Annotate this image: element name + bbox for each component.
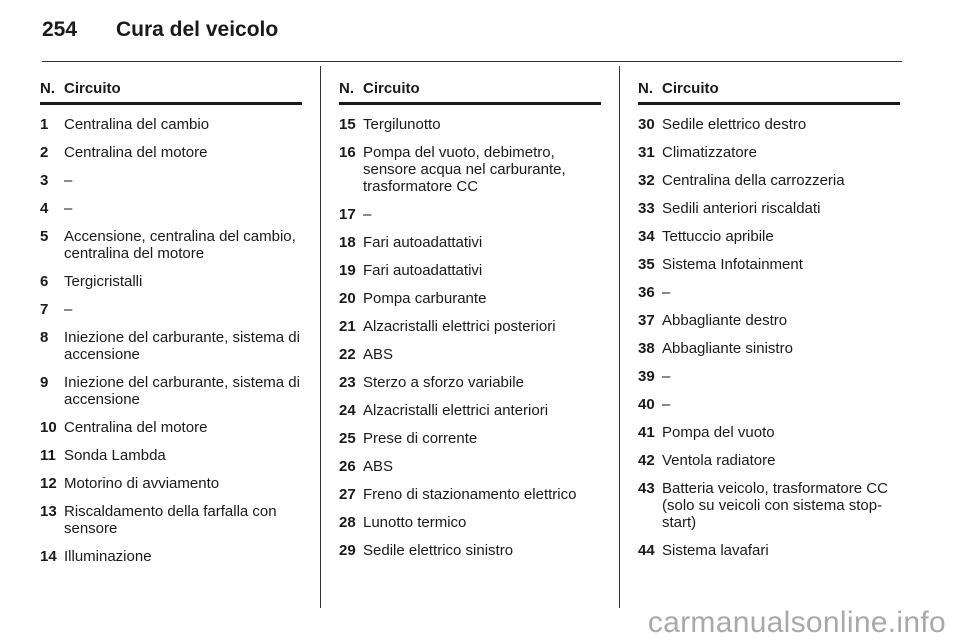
- table-row: [638, 256, 900, 273]
- table-row: [638, 368, 900, 385]
- table-row: [638, 452, 900, 469]
- table-row: [40, 374, 302, 408]
- header-divider: [42, 61, 902, 62]
- table-row: [40, 475, 302, 492]
- fuse-circuit: ABS: [363, 458, 394, 475]
- table-row: [638, 284, 900, 301]
- fuse-circuit: Sterzo a sforzo variabile: [363, 374, 524, 391]
- fuse-circuit: –: [64, 200, 73, 217]
- table-header: [40, 80, 302, 105]
- fuse-circuit: Sistema lavafari: [662, 542, 769, 559]
- fuse-number: 17: [339, 206, 356, 223]
- table-row: [40, 144, 302, 161]
- fuse-number: 5: [40, 228, 49, 245]
- table-row: [638, 542, 900, 559]
- fuse-number: 9: [40, 374, 49, 391]
- fuse-number: 25: [339, 430, 356, 447]
- fuse-table-column-3: [638, 80, 900, 559]
- fuse-number: 30: [638, 116, 655, 133]
- table-row: [339, 290, 601, 307]
- fuse-circuit: Freno di stazionamento elettrico: [363, 486, 577, 503]
- fuse-circuit: Alzacristalli elettrici anteriori: [363, 402, 549, 419]
- fuse-number: 21: [339, 318, 356, 335]
- fuse-circuit: Sistema Infotainment: [662, 256, 803, 273]
- fuse-number: 13: [40, 503, 57, 520]
- fuse-circuit: Illuminazione: [64, 548, 152, 565]
- fuse-circuit: –: [64, 172, 73, 189]
- fuse-circuit: Motorino di avviamento: [64, 475, 220, 492]
- fuse-number: 3: [40, 172, 49, 189]
- table-row: [339, 144, 601, 195]
- fuse-circuit: Iniezione del carburante, sistema di accensione: [64, 374, 300, 408]
- fuse-circuit: Sedile elettrico destro: [662, 116, 807, 133]
- fuse-number: 37: [638, 312, 655, 329]
- table-row: [638, 200, 900, 217]
- fuse-number: 40: [638, 396, 655, 413]
- fuse-circuit: –: [64, 301, 73, 318]
- fuse-number: 14: [40, 548, 57, 565]
- table-row: [339, 346, 601, 363]
- table-row: [339, 206, 601, 223]
- fuse-circuit: Pompa del vuoto: [662, 424, 775, 441]
- fuse-circuit: Centralina della carrozzeria: [662, 172, 845, 189]
- fuse-circuit: –: [662, 396, 671, 413]
- table-row: [40, 503, 302, 537]
- fuse-number: 31: [638, 144, 655, 161]
- fuse-circuit: Pompa carburante: [363, 290, 487, 307]
- table-row: [40, 329, 302, 363]
- fuse-table-column-1: [40, 80, 302, 565]
- table-row: [339, 116, 601, 133]
- fuse-number: 10: [40, 419, 57, 436]
- table-row: [638, 172, 900, 189]
- fuse-circuit: –: [662, 368, 671, 385]
- fuse-number: 12: [40, 475, 57, 492]
- fuse-circuit: –: [662, 284, 671, 301]
- fuse-number: 27: [339, 486, 356, 503]
- fuse-number: 8: [40, 329, 49, 346]
- fuse-circuit: Sonda Lambda: [64, 447, 166, 464]
- fuse-circuit: Centralina del cambio: [64, 116, 210, 133]
- table-row: [638, 396, 900, 413]
- table-row: [40, 172, 302, 189]
- table-row: [339, 458, 601, 475]
- fuse-circuit: Abbagliante sinistro: [662, 340, 793, 357]
- page-title: Cura del veicolo: [116, 18, 279, 41]
- fuse-number: 22: [339, 346, 356, 363]
- header-circuit: Circuito: [662, 80, 719, 97]
- fuse-circuit: Batteria veicolo, trasformatore CC (solo su veicoli con sistema stop-start): [662, 480, 888, 531]
- fuse-number: 26: [339, 458, 356, 475]
- fuse-circuit: Sedili anteriori riscaldati: [662, 200, 821, 217]
- fuse-number: 35: [638, 256, 655, 273]
- table-row: [638, 116, 900, 133]
- table-row: [638, 424, 900, 441]
- fuse-number: 16: [339, 144, 356, 161]
- table-row: [40, 301, 302, 318]
- header-circuit: Circuito: [64, 80, 121, 97]
- header-number: N.: [40, 80, 55, 97]
- fuse-number: 1: [40, 116, 49, 133]
- fuse-circuit: Tergilunotto: [363, 116, 441, 133]
- table-row: [40, 548, 302, 565]
- fuse-number: 39: [638, 368, 655, 385]
- fuse-number: 18: [339, 234, 356, 251]
- table-row: [339, 262, 601, 279]
- table-row: [40, 228, 302, 262]
- table-row: [638, 144, 900, 161]
- fuse-number: 6: [40, 273, 49, 290]
- fuse-number: 42: [638, 452, 655, 469]
- header-number: N.: [638, 80, 653, 97]
- fuse-circuit: Alzacristalli elettrici posteriori: [363, 318, 556, 335]
- table-row: [339, 318, 601, 335]
- fuse-circuit: Climatizzatore: [662, 144, 758, 161]
- table-header: [638, 80, 900, 105]
- fuse-number: 34: [638, 228, 655, 245]
- fuse-number: 28: [339, 514, 356, 531]
- table-row: [339, 542, 601, 559]
- table-row: [40, 419, 302, 436]
- fuse-circuit: Fari autoadattativi: [363, 234, 483, 251]
- fuse-number: 29: [339, 542, 356, 559]
- table-row: [638, 228, 900, 245]
- fuse-circuit: Centralina del motore: [64, 144, 208, 161]
- table-header: [339, 80, 601, 105]
- fuse-number: 11: [40, 447, 56, 464]
- column-divider: [320, 66, 321, 608]
- fuse-circuit: Centralina del motore: [64, 419, 208, 436]
- fuse-circuit: Pompa del vuoto, debimetro, sensore acqua nel carburante, trasformatore CC: [363, 144, 566, 195]
- fuse-number: 38: [638, 340, 655, 357]
- fuse-circuit: Sedile elettrico sinistro: [363, 542, 514, 559]
- fuse-number: 15: [339, 116, 356, 133]
- fuse-circuit: Abbagliante destro: [662, 312, 788, 329]
- fuse-number: 43: [638, 480, 655, 497]
- table-row: [339, 402, 601, 419]
- fuse-number: 24: [339, 402, 356, 419]
- table-row: [638, 480, 900, 531]
- fuse-number: 4: [40, 200, 49, 217]
- fuse-circuit: Tettuccio apribile: [662, 228, 774, 245]
- column-divider: [619, 66, 620, 608]
- fuse-circuit: Lunotto termico: [363, 514, 467, 531]
- fuse-number: 33: [638, 200, 655, 217]
- header-circuit: Circuito: [363, 80, 420, 97]
- table-row: [638, 312, 900, 329]
- fuse-number: 7: [40, 301, 49, 318]
- fuse-circuit: Ventola radiatore: [662, 452, 776, 469]
- table-row: [339, 374, 601, 391]
- fuse-number: 44: [638, 542, 655, 559]
- fuse-table-column-2: [339, 80, 601, 559]
- fuse-number: 2: [40, 144, 49, 161]
- fuse-number: 20: [339, 290, 356, 307]
- fuse-number: 36: [638, 284, 655, 301]
- fuse-number: 23: [339, 374, 356, 391]
- fuse-circuit: Prese di corrente: [363, 430, 478, 447]
- fuse-circuit: –: [363, 206, 372, 223]
- fuse-number: 41: [638, 424, 655, 441]
- watermark: carmanualsonline.info: [647, 606, 946, 639]
- table-row: [638, 340, 900, 357]
- header-number: N.: [339, 80, 354, 97]
- fuse-circuit: Accensione, centralina del cambio, centralina del motore: [64, 228, 296, 262]
- table-row: [339, 234, 601, 251]
- fuse-circuit: Iniezione del carburante, sistema di accensione: [64, 329, 300, 363]
- fuse-circuit: Tergicristalli: [64, 273, 143, 290]
- fuse-circuit: Riscaldamento della farfalla con sensore: [64, 503, 277, 537]
- page-number: 254: [42, 18, 78, 41]
- table-row: [40, 116, 302, 133]
- table-row: [40, 273, 302, 290]
- fuse-number: 19: [339, 262, 356, 279]
- table-row: [339, 430, 601, 447]
- table-row: [40, 447, 302, 464]
- page-header: [42, 18, 278, 42]
- table-row: [339, 514, 601, 531]
- fuse-circuit: Fari autoadattativi: [363, 262, 483, 279]
- fuse-circuit: ABS: [363, 346, 394, 363]
- fuse-number: 32: [638, 172, 655, 189]
- table-row: [40, 200, 302, 217]
- table-row: [339, 486, 601, 503]
